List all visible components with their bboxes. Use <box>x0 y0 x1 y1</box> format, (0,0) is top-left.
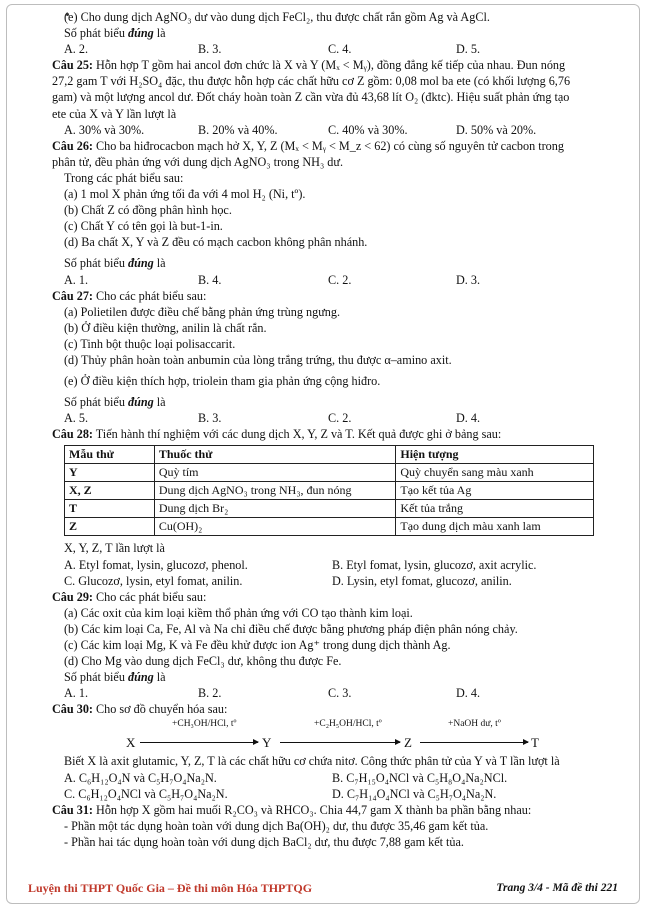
q30-label: Câu 30: <box>52 702 93 717</box>
table-row <box>65 500 594 518</box>
option-c: C. 2. <box>328 411 352 426</box>
option-b: B. 3. <box>198 42 222 57</box>
option-d: D. 4. <box>456 411 481 426</box>
table-cell: Tạo kết tủa Ag <box>396 482 594 500</box>
table-header-cell: Hiện tượng <box>396 446 594 464</box>
option-c: C. Glucozơ, lysin, etyl fomat, anilin. <box>64 573 243 588</box>
q29-line-1: Câu 29: Cho các phát biểu sau: <box>52 589 207 604</box>
table-cell: T <box>65 500 155 518</box>
q27-statement-a: (a) Polietilen được điều chế bằng phản ứng trùng ngưng. <box>64 304 341 319</box>
reagent-1: +CH₃OH/HCl, tº <box>172 719 237 730</box>
q28-options-row-1 <box>52 557 600 573</box>
table-header-row <box>65 446 594 464</box>
q26-statement-d: (d) Ba chất X, Y và Z đều có mạch cacbon không phân nhánh. <box>64 235 368 250</box>
node-x: X <box>126 735 136 751</box>
option-a: A. Etyl fomat, lysin, glucozơ, phenol. <box>64 557 248 572</box>
option-b: B. 20% và 40%. <box>198 122 278 137</box>
option-d: D. 4. <box>456 686 481 701</box>
q24-prompt: Số phát biểu đúng là <box>64 26 166 41</box>
table-cell: Z <box>65 518 155 536</box>
q30-options-row-1 <box>52 770 600 786</box>
option-d: D. 50% và 20%. <box>456 122 537 137</box>
q27-statement-d: (d) Thủy phân hoàn toàn anbumin của lòng trắng trứng, thu được α–amino axit. <box>64 352 452 367</box>
q25-options <box>52 122 600 138</box>
q27-statement-b: (b) Ở điều kiện thường, anilin là chất rắn. <box>64 320 267 335</box>
q25-line-3: gam) và một lượng ancol dư. Đốt cháy hoàn toàn Z cần vừa đủ 43,68 lít O₂ (đktc). Hiệu suất phản ứng tạo <box>52 90 570 105</box>
option-d: D. C₇H₁₄O₄NCl và C₅H₇O₄Na₂N. <box>332 786 497 801</box>
node-t: T <box>531 735 539 751</box>
arrow-2 <box>280 742 400 743</box>
option-c: C. C₆H₁₂O₄NCl và C₅H₇O₄Na₂N. <box>64 786 228 801</box>
q27-prompt: Số phát biểu đúng là <box>64 395 166 410</box>
option-c: C. 40% và 30%. <box>328 122 408 137</box>
table-header-cell: Thuốc thử <box>154 446 396 464</box>
q30-line-1: Câu 30: Cho sơ đồ chuyển hóa sau: <box>52 702 228 717</box>
q25-label: Câu 25: <box>52 58 93 73</box>
table-row <box>65 482 594 500</box>
option-a: A. 1. <box>64 686 89 701</box>
q24-options <box>52 41 600 57</box>
q31-part-2: - Phần hai tác dụng hoàn toàn với dung dịch BaCl₂ dư, thu được 7,88 gam kết tủa. <box>64 834 464 849</box>
q29-prompt: Số phát biểu đúng là <box>64 670 166 685</box>
table-cell: Cu(OH)₂ <box>154 518 396 536</box>
arrow-1 <box>140 742 258 743</box>
option-d: D. 3. <box>456 272 481 287</box>
q26-label: Câu 26: <box>52 138 93 153</box>
q26-intro: Trong các phát biểu sau: <box>64 170 184 185</box>
option-c: C. 2. <box>328 272 352 287</box>
q28-line-1: Câu 28: Tiến hành thí nghiệm với các dung dịch X, Y, Z và T. Kết quả được ghi ở bảng sau: <box>52 427 502 442</box>
option-c: C. 3. <box>328 686 352 701</box>
option-a: A. 5. <box>64 411 89 426</box>
footer-title: Luyện thi THPT Quốc Gia – Đề thi môn Hóa THPTQG <box>28 881 313 895</box>
q26-prompt: Số phát biểu đúng là <box>64 256 166 271</box>
option-b: B. 3. <box>198 411 222 426</box>
option-b: B. 4. <box>198 272 222 287</box>
q28-options-row-2 <box>52 573 600 589</box>
option-a: A. C₆H₁₂O₄N và C₅H₇O₄Na₂N. <box>64 770 217 785</box>
reagent-2: +C₂H₅OH/HCl, tº <box>314 719 382 730</box>
option-b: B. C₇H₁₅O₄NCl và C₅H₈O₄Na₂NCl. <box>332 770 508 785</box>
table-cell: Kết tủa trắng <box>396 500 594 518</box>
option-d: D. 5. <box>456 42 481 57</box>
table-cell: Y <box>65 464 155 482</box>
q26-statement-a: (a) 1 mol X phản ứng tối đa với 4 mol H₂ (Ni, tº). <box>64 187 306 202</box>
arrow-3 <box>420 742 528 743</box>
option-b: B. Etyl fomat, lysin, glucozơ, axit acrylic. <box>332 557 537 572</box>
q30-options-row-2 <box>52 786 600 802</box>
q27-statement-e: (e) Ở điều kiện thích hợp, triolein tham gia phản ứng cộng hiđro. <box>64 374 381 389</box>
q26-line-2: phân tử, đều phản ứng với dung dịch AgNO₃ trong NH₃ dư. <box>52 154 344 169</box>
table-cell: X, Z <box>65 482 155 500</box>
node-y: Y <box>262 735 272 751</box>
q25-line-2: 27,2 gam T với H₂SO₄ đặc, thu được hỗn hợp các chất hữu cơ Z gồm: 0,08 mol ba ete (có khối lượng 6,76 <box>52 74 571 89</box>
q29-statement-d: (d) Cho Mg vào dung dịch FeCl₃ dư, không thu được Fe. <box>64 654 342 669</box>
q31-part-1: - Phần một tác dụng hoàn toàn với dung dịch Ba(OH)₂ dư, thu được 35,46 gam kết tủa. <box>64 818 489 833</box>
option-c: C. 4. <box>328 42 352 57</box>
table-cell: Dung dịch Br₂ <box>154 500 396 518</box>
table-cell: Tạo dung dịch màu xanh lam <box>396 518 594 536</box>
q26-line-1: Câu 26: Cho ba hiđrocacbon mạch hở X, Y, Z (Mₓ < Mᵧ < M_z < 62) có cùng số nguyên tử cacbon trong <box>52 138 564 153</box>
q27-label: Câu 27: <box>52 288 93 303</box>
q24-statement-e: (e) Cho dung dịch AgNO₃ dư vào dung dịch FeCl₂, thu được chất rắn gồm Ag và AgCl. <box>64 10 490 24</box>
q28-label: Câu 28: <box>52 427 93 442</box>
table-cell: Dung dịch AgNO₃ trong NH₃, đun nóng <box>154 482 396 500</box>
footer-page-number: Trang 3/4 - Mã đề thi 221 <box>496 882 618 894</box>
exam-page <box>52 9 600 850</box>
q29-statement-a: (a) Các oxit của kim loại kiềm thổ phản ứng với CO tạo thành kim loại. <box>64 605 413 620</box>
q26-options <box>52 272 600 288</box>
q25-line-4: ete của X và Y lần lượt là <box>52 106 177 121</box>
q27-options <box>52 410 600 426</box>
option-a: A. 2. <box>64 42 89 57</box>
q27-statement-c: (c) Tinh bột thuộc loại polisaccarit. <box>64 336 236 351</box>
reaction-scheme <box>64 717 600 753</box>
table-cell: Quỳ chuyển sang màu xanh <box>396 464 594 482</box>
q31-line-1: Câu 31: Hỗn hợp X gồm hai muối R₂CO₃ và RHCO₃. Chia 44,7 gam X thành ba phần bằng nhau: <box>52 802 532 817</box>
option-a: A. 30% và 30%. <box>64 122 145 137</box>
table-cell: Quỳ tím <box>154 464 396 482</box>
option-a: A. 1. <box>64 272 89 287</box>
option-d: D. Lysin, etyl fomat, glucozơ, anilin. <box>332 573 512 588</box>
q29-label: Câu 29: <box>52 589 93 604</box>
q29-statement-b: (b) Các kim loại Ca, Fe, Al và Na chỉ điều chế được bằng phương pháp điện phân nóng chảy. <box>64 621 518 636</box>
table-row <box>65 464 594 482</box>
q29-options <box>52 685 600 701</box>
q28-after: X, Y, Z, T lần lượt là <box>64 541 165 556</box>
q29-statement-c: (c) Các kim loại Mg, K và Fe đều khử được ion Ag⁺ trong dung dịch thành Ag. <box>64 638 451 652</box>
table-header-cell: Mẫu thử <box>65 446 155 464</box>
node-z: Z <box>404 735 412 751</box>
results-table <box>64 445 594 536</box>
q26-statement-c: (c) Chất Y có tên gọi là but-1-in. <box>64 219 223 234</box>
q30-after: Biết X là axit glutamic, Y, Z, T là các chất hữu cơ chứa nitơ. Công thức phân tử của Y và T lần lượt là <box>64 754 560 769</box>
option-b: B. 2. <box>198 686 222 701</box>
q25-line-1: Câu 25: Hỗn hợp T gồm hai ancol đơn chức là X và Y (Mₓ < Mᵧ), đồng đẳng kế tiếp của nhau. Đun nóng <box>52 58 566 73</box>
reagent-3: +NaOH dư, tº <box>448 719 501 730</box>
q31-label: Câu 31: <box>52 802 93 817</box>
q27-line-1: Câu 27: Cho các phát biểu sau: <box>52 288 207 303</box>
table-row <box>65 518 594 536</box>
q26-statement-b: (b) Chất Z có đồng phân hình học. <box>64 203 232 218</box>
